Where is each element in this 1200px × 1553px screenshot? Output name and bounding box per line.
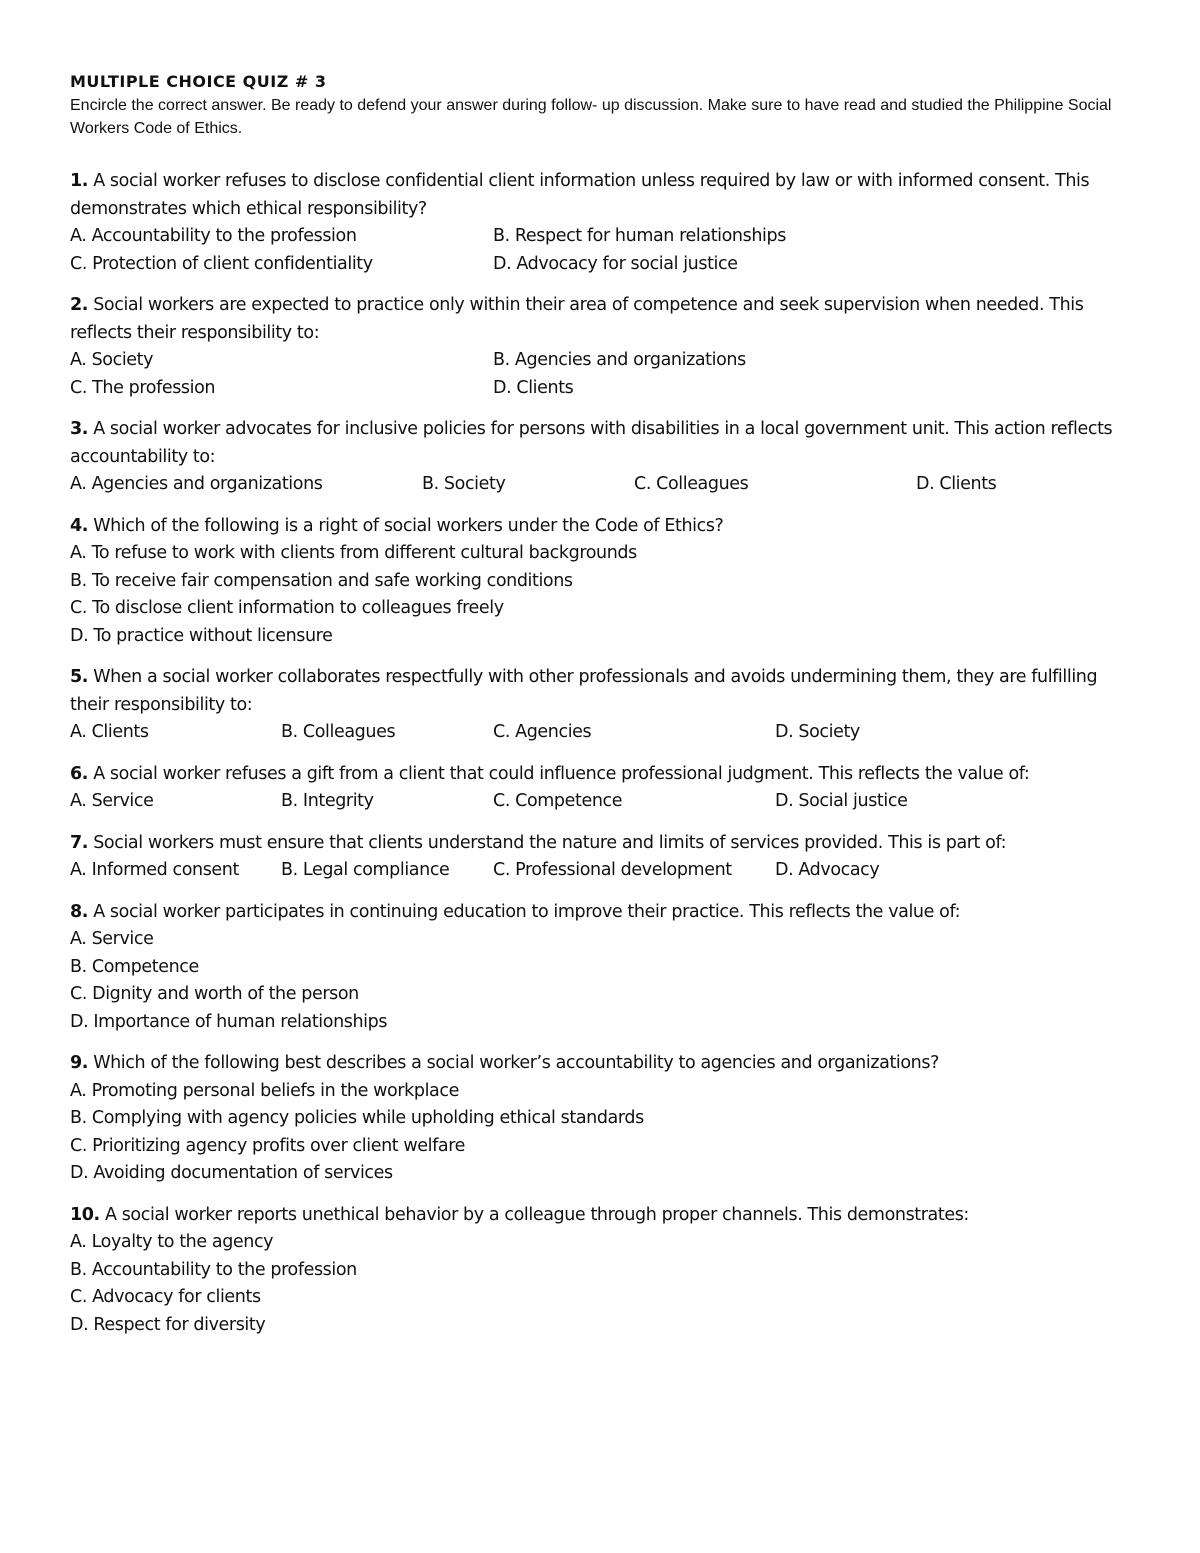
option-a[interactable]: A. Informed consent	[70, 860, 239, 880]
question-text: A social worker refuses a gift from a client that could influence professional judgment. This reflects the value of:	[93, 763, 1030, 784]
option-d[interactable]: D. Clients	[916, 474, 997, 494]
option-c[interactable]: C. Professional development	[493, 860, 732, 880]
answer-options	[70, 1229, 1140, 1339]
question-text: A social worker participates in continuing education to improve their practice. This reflects the value of:	[93, 901, 961, 922]
option-a[interactable]: A. Service	[70, 929, 154, 949]
question-number: 4.	[70, 515, 89, 536]
option-d[interactable]: D. Social justice	[775, 791, 908, 811]
option-a[interactable]: A. Clients	[70, 722, 149, 742]
question-number: 2.	[70, 295, 89, 315]
option-b[interactable]: B. Legal compliance	[281, 860, 450, 880]
question-text: Social workers are expected to practice only within their area of competence and seek supervision when needed. This reflects their responsibility to:	[70, 295, 1084, 343]
question-text: A social worker refuses to disclose confidential client information unless required by law or with informed consent. This demonstrates which ethical responsibility?	[70, 171, 1090, 219]
question-number: 7.	[70, 832, 89, 853]
option-b[interactable]: B. To receive fair compensation and safe working conditions	[70, 570, 573, 591]
option-c[interactable]: C. Colleagues	[634, 474, 749, 494]
question-number: 1.	[70, 171, 89, 191]
option-b[interactable]: B. Agencies and organizations	[493, 350, 746, 370]
option-a[interactable]: A. To refuse to work with clients from different cultural backgrounds	[70, 543, 637, 563]
option-d[interactable]: D. To practice without licensure	[70, 625, 333, 646]
option-b[interactable]: B. Respect for human relationships	[493, 226, 786, 246]
option-c[interactable]: C. Prioritizing agency profits over client welfare	[70, 1135, 465, 1156]
question-text: A social worker advocates for inclusive policies for persons with disabilities in a local government unit. This action reflects accountability to:	[70, 419, 1113, 467]
option-c[interactable]: C. Dignity and worth of the person	[70, 984, 359, 1004]
option-a[interactable]: A. Loyalty to the agency	[70, 1232, 274, 1252]
question-number: 9.	[70, 1053, 89, 1073]
quiz-title: MULTIPLE CHOICE QUIZ # 3	[70, 72, 327, 91]
question-text: Which of the following is a right of social workers under the Code of Ethics?	[93, 515, 724, 536]
answer-options	[70, 471, 1140, 499]
option-c[interactable]: C. Advocacy for clients	[70, 1287, 261, 1307]
option-c[interactable]: C. The profession	[70, 377, 216, 398]
question-2	[70, 292, 1140, 402]
answer-options	[70, 719, 1140, 747]
question-7	[70, 830, 1140, 885]
question-number: 10.	[70, 1204, 100, 1225]
question-number: 5.	[70, 667, 89, 687]
question-number: 8.	[70, 901, 89, 922]
option-c[interactable]: C. Protection of client confidentiality	[70, 253, 373, 274]
answer-options	[70, 223, 1140, 278]
question-text: Which of the following best describes a social worker’s accountability to agencies and organizations?	[93, 1053, 939, 1073]
option-d[interactable]: D. Society	[775, 722, 860, 742]
question-8	[70, 899, 1140, 1037]
option-a[interactable]: A. Service	[70, 791, 154, 811]
option-a[interactable]: A. Promoting personal beliefs in the workplace	[70, 1080, 459, 1101]
option-c[interactable]: C. Agencies	[493, 722, 592, 742]
question-list	[70, 168, 1140, 1339]
option-d[interactable]: D. Avoiding documentation of services	[70, 1163, 393, 1183]
option-b[interactable]: B. Colleagues	[281, 722, 396, 742]
answer-options	[70, 540, 1140, 650]
question-4	[70, 513, 1140, 651]
option-b[interactable]: B. Competence	[70, 956, 199, 977]
quiz-page	[70, 72, 1140, 1353]
option-b[interactable]: B. Complying with agency policies while upholding ethical standards	[70, 1108, 644, 1128]
answer-options	[70, 926, 1140, 1036]
option-d[interactable]: D. Importance of human relationships	[70, 1011, 388, 1032]
answer-options	[70, 347, 1140, 402]
option-d[interactable]: D. Advocacy	[775, 860, 880, 880]
question-5	[70, 664, 1140, 747]
option-b[interactable]: B. Society	[422, 474, 506, 494]
answer-options	[70, 1078, 1140, 1188]
answer-options	[70, 857, 1140, 885]
answer-options	[70, 788, 1140, 816]
option-a[interactable]: A. Society	[70, 350, 154, 370]
question-3	[70, 416, 1140, 499]
question-text: A social worker reports unethical behavior by a colleague through proper channels. This demonstrates:	[104, 1204, 969, 1225]
question-1	[70, 168, 1140, 278]
question-6	[70, 761, 1140, 816]
option-c[interactable]: C. Competence	[493, 791, 623, 811]
question-text: Social workers must ensure that clients understand the nature and limits of services provided. This is part of:	[93, 832, 1007, 853]
question-10	[70, 1202, 1140, 1340]
question-number: 6.	[70, 763, 89, 784]
question-text: When a social worker collaborates respectfully with other professionals and avoids undermining them, they are fulfilling their responsibility to:	[70, 667, 1098, 715]
option-d[interactable]: D. Respect for diversity	[70, 1314, 266, 1335]
option-b[interactable]: B. Integrity	[281, 791, 374, 811]
option-a[interactable]: A. Agencies and organizations	[70, 474, 323, 494]
option-d[interactable]: D. Clients	[493, 377, 574, 398]
question-9	[70, 1050, 1140, 1188]
option-d[interactable]: D. Advocacy for social justice	[493, 253, 738, 274]
quiz-instructions: Encircle the correct answer. Be ready to defend your answer during follow- up discussion. Make sure to have read and studied the Philippine Social Workers Code of Ethics.	[70, 97, 1112, 137]
option-c[interactable]: C. To disclose client information to colleagues freely	[70, 598, 504, 618]
option-b[interactable]: B. Accountability to the profession	[70, 1259, 357, 1280]
option-a[interactable]: A. Accountability to the profession	[70, 226, 357, 246]
question-number: 3.	[70, 419, 89, 439]
